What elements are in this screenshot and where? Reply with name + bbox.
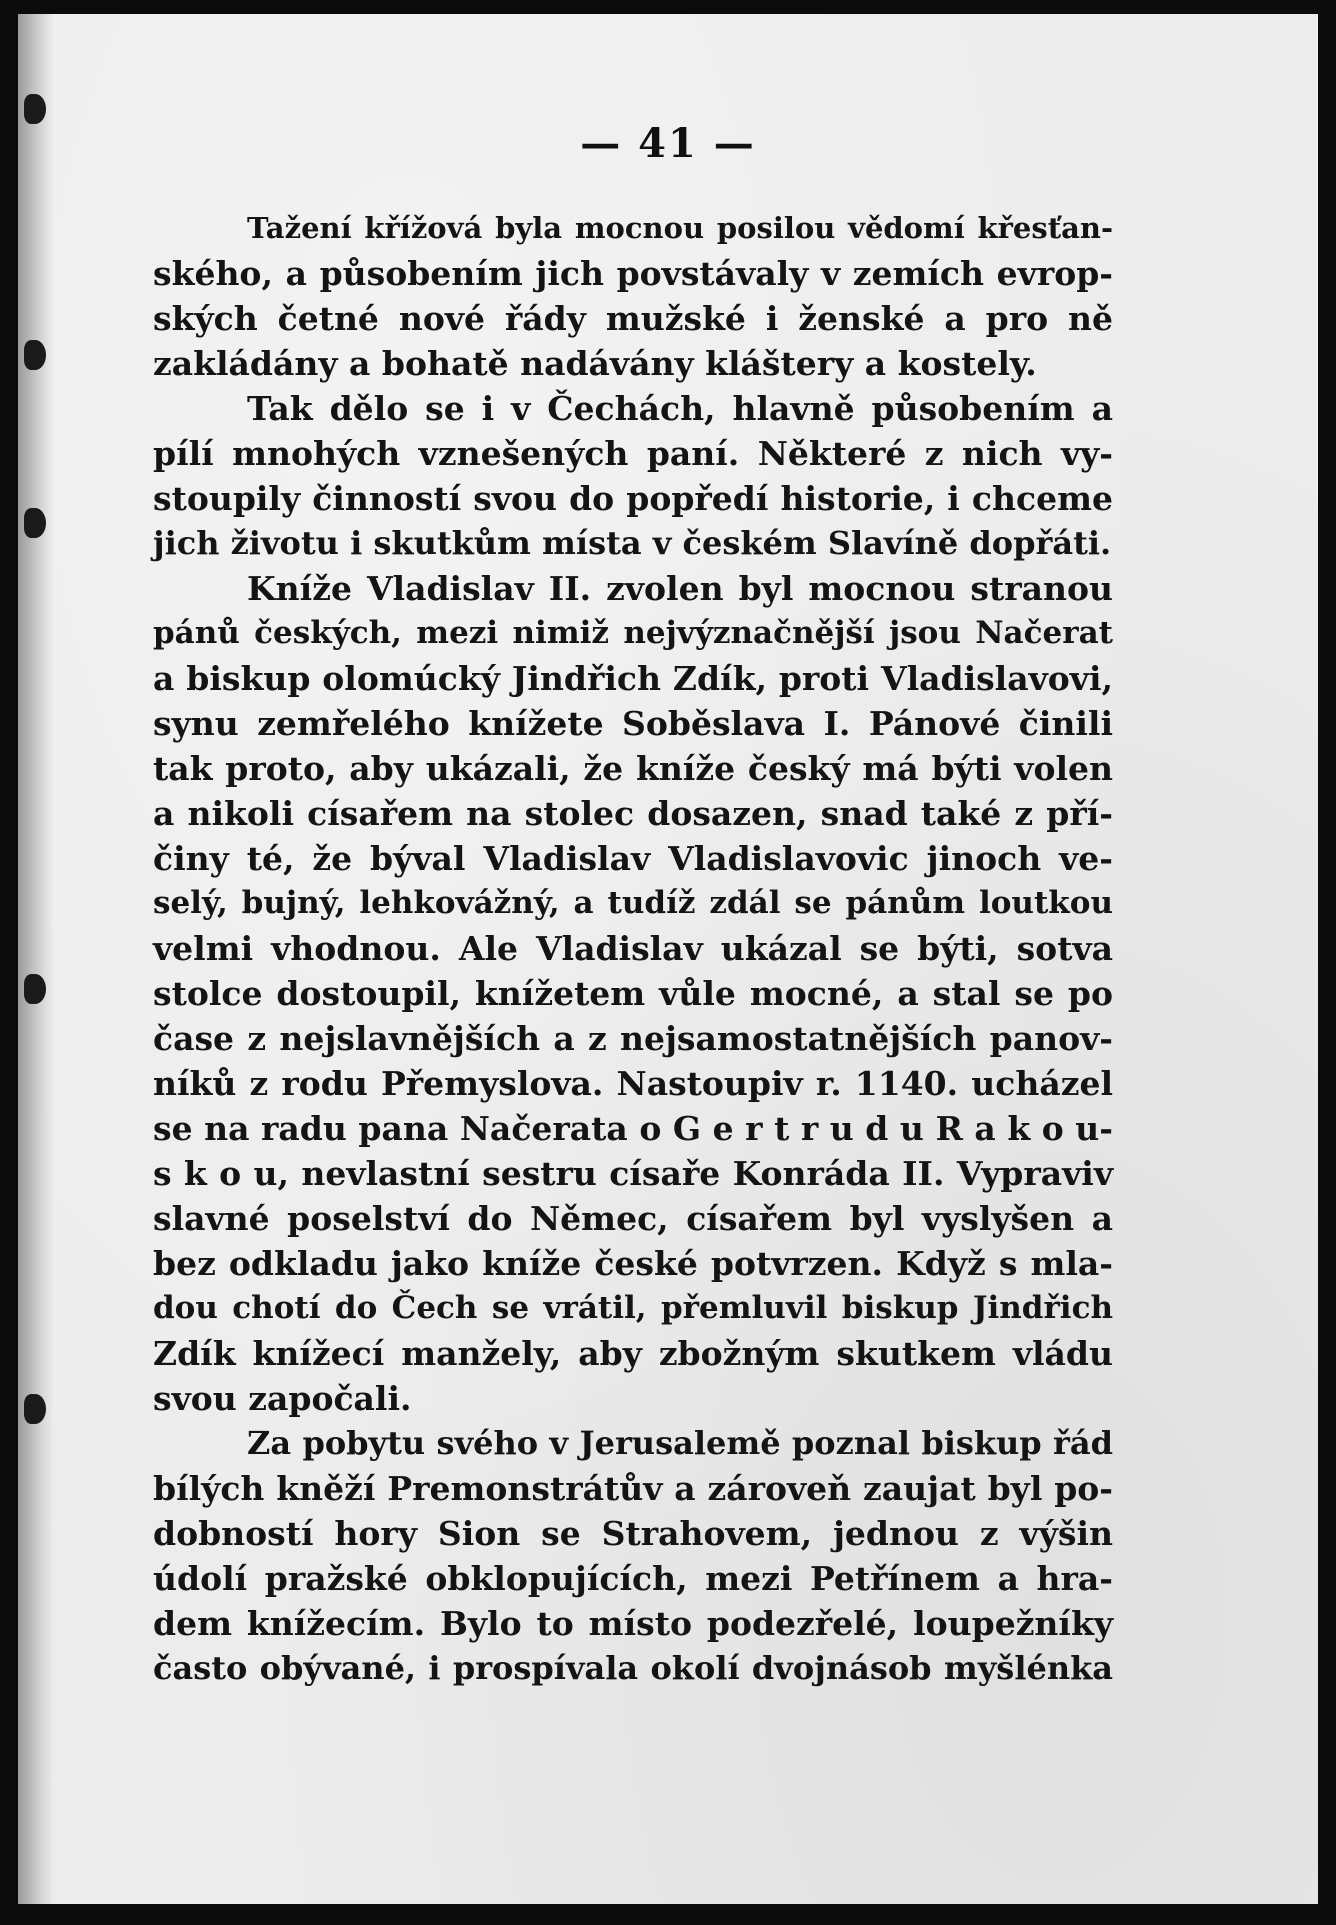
text-line: tak proto, aby ukázali, že kníže český má býti volen xyxy=(153,749,1113,788)
text-line: se na radu pana Načerata o G e r t r u d u R a k o u- xyxy=(153,1109,1113,1148)
binding-edge xyxy=(18,14,54,1904)
text-line: dem knížecím. Bylo to místo podezřelé, loupežníky xyxy=(153,1604,1113,1643)
paragraph xyxy=(153,1421,1113,1691)
binding-mark xyxy=(24,340,46,370)
text-line: stoupily činností svou do popředí historie, i chceme xyxy=(153,479,1113,518)
text-line: Kníže Vladislav II. zvolen byl mocnou stranou xyxy=(247,569,1113,608)
text-line: často obývané, i prospívala okolí dvojnásob myšlénka xyxy=(153,1649,1113,1687)
text-line: Zdík knížecí manžely, aby zbožným skutkem vládu xyxy=(153,1334,1113,1373)
text-line: s k o u, nevlastní sestru císaře Konráda II. Vypraviv xyxy=(153,1154,1113,1193)
text-line: jich životu i skutkům místa v českém Slavíně dopřáti. xyxy=(153,524,1112,562)
binding-mark xyxy=(24,508,46,538)
text-line: níků z rodu Přemyslova. Nastoupiv r. 1140. ucházel xyxy=(153,1064,1113,1103)
text-line: zakládány a bohatě nadávány kláštery a kostely. xyxy=(153,344,1037,383)
text-line: selý, bujný, lehkovážný, a tudíž zdál se pánům loutkou xyxy=(153,885,1113,921)
text-line: ského, a působením jich povstávaly v zemích evrop- xyxy=(153,254,1113,293)
paragraph xyxy=(153,206,1113,386)
text-line: pánů českých, mezi nimiž nejvýznačnější jsou Načerat xyxy=(153,615,1113,651)
text-line: bez odkladu jako kníže české potvrzen. Když s mla- xyxy=(153,1244,1113,1283)
text-line: čase z nejslavnějších a z nejsamostatnějších panov- xyxy=(153,1019,1113,1058)
text-line: Za pobytu svého v Jerusalemě poznal biskup řád xyxy=(247,1424,1113,1462)
text-line: Tažení křížová byla mocnou posilou vědomí křesťan- xyxy=(247,211,1113,245)
text-line: činy té, že býval Vladislav Vladislavovic jinoch ve- xyxy=(153,839,1113,878)
text-line: dou chotí do Čech se vrátil, přemluvil biskup Jindřich xyxy=(153,1290,1113,1326)
page-number: — 41 — xyxy=(580,120,756,167)
text-line: Tak dělo se i v Čechách, hlavně působením a xyxy=(247,389,1113,428)
text-line: údolí pražské obklopujících, mezi Petřínem a hra- xyxy=(153,1559,1113,1598)
text-line: dobností hory Sion se Strahovem, jednou z výšin xyxy=(153,1514,1113,1553)
text-line: a biskup olomúcký Jindřich Zdík, proti Vladislavovi, xyxy=(153,659,1113,698)
paragraph xyxy=(153,566,1113,1421)
paragraph xyxy=(153,386,1113,566)
text-line: ských četné nové řády mužské i ženské a pro ně xyxy=(153,299,1113,338)
text-line: bílých kněží Premonstrátův a zároveň zaujat byl po- xyxy=(153,1469,1113,1508)
text-line: velmi vhodnou. Ale Vladislav ukázal se býti, sotva xyxy=(153,929,1113,968)
binding-mark xyxy=(24,974,46,1004)
text-line: svou započali. xyxy=(153,1379,412,1418)
text-line: stolce dostoupil, knížetem vůle mocné, a stal se po xyxy=(153,974,1113,1013)
text-line: slavné poselství do Němec, císařem byl vyslyšen a xyxy=(153,1199,1113,1238)
text-line: a nikoli císařem na stolec dosazen, snad také z pří- xyxy=(153,794,1113,833)
text-line: pílí mnohých vznešených paní. Některé z nich vy- xyxy=(153,434,1113,473)
binding-mark xyxy=(24,1394,46,1424)
text-line: synu zemřelého knížete Soběslava I. Pánové činili xyxy=(153,704,1113,743)
body-text xyxy=(153,206,1113,1691)
